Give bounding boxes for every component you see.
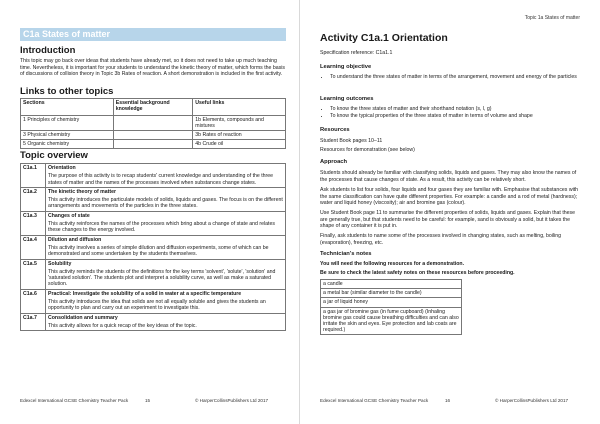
- tech-notes-line: You will need the following resources for a demonstration.: [320, 261, 465, 267]
- links-cell: [113, 131, 193, 140]
- right-page: [300, 0, 600, 424]
- topic-title: Dilution and diffusion: [48, 236, 102, 243]
- topic-banner-title: C1a States of matter: [23, 29, 111, 39]
- resources-line: Resources for demonstration (see below): [320, 147, 415, 153]
- introduction-heading: Introduction: [20, 45, 76, 56]
- approach-paragraph: Finally, ask students to name some of the processes involved in changing states, such as melting, boiling (evaporation), freezing, etc.: [320, 233, 561, 246]
- resource-cell: a gas jar of bromine gas (in fume cupboard) (Inhaling bromine gas could cause breathing difficulties and can also irritate the skin and eyes. Eye protection and lab coats are required.): [321, 307, 462, 335]
- footer-copyright: © HarperCollinsPublishers Ltd 2017: [495, 398, 569, 403]
- table-row: [21, 140, 286, 149]
- topic-cell: [46, 259, 286, 289]
- links-cell: 5 Organic chemistry: [21, 140, 114, 149]
- resource-table: [320, 279, 462, 335]
- topic-cell: [46, 289, 286, 313]
- links-cell: 3b Rates of reaction: [193, 131, 286, 140]
- links-col-header: Useful links: [193, 99, 286, 116]
- topic-title: Orientation: [48, 165, 76, 171]
- topic-description: This activity allows for a quick recap of the key ideas of the topic.: [48, 322, 197, 329]
- topic-description: This activity reminds the students of the definitions for the key terms 'solvent', 'solute', 'solution' and 'saturated solution'. The students plot and interpret a solubility curve, as well as make a saturated solution.: [48, 268, 276, 288]
- objective-heading: Learning objective: [320, 64, 372, 70]
- table-row: [21, 164, 286, 188]
- footer-page-number: 15: [145, 398, 151, 403]
- running-header: Topic 1a States of matter: [524, 15, 580, 21]
- table-row: [21, 187, 286, 211]
- topic-title: The kinetic theory of matter: [48, 188, 117, 195]
- footer-book-title: Edexcel International GCSE Chemistry Teacher Pack: [20, 398, 129, 403]
- outcomes-heading: Learning outcomes: [320, 96, 374, 102]
- topic-code: C1a.2: [21, 187, 46, 211]
- links-cell: [113, 140, 193, 149]
- topic-description: This activity introduces the particulate models of solids, liquids and gases. The focus is on the different arrangements and movements of the particles in the three states.: [48, 197, 283, 210]
- resource-cell: a metal bar (similar diameter to the candle): [321, 289, 462, 298]
- table-row: [21, 116, 286, 131]
- overview-heading: Topic overview: [20, 150, 88, 161]
- objective-list: [320, 74, 582, 81]
- links-cell: 1 Principles of chemistry: [21, 116, 114, 131]
- resources-heading: Resources: [320, 127, 350, 133]
- activity-title: Activity C1a.1 Orientation: [320, 32, 448, 44]
- topic-code: C1a.7: [21, 313, 46, 331]
- table-row: [21, 211, 286, 235]
- links-cell: 1b Elements, compounds and mixtures: [193, 116, 286, 131]
- resources-line: Student Book pages 10–11: [320, 138, 383, 144]
- resource-cell: a candle: [321, 280, 462, 289]
- table-row: [21, 289, 286, 313]
- links-heading: Links to other topics: [20, 86, 114, 97]
- table-row: [21, 235, 286, 259]
- table-row: [321, 280, 462, 289]
- topic-description: This activity introduces the idea that solids are not all equally soluble and gives the students an opportunity to plan and carry out an experiment to investigate this.: [48, 299, 266, 312]
- outcomes-list: [320, 106, 582, 121]
- topic-overview-table: [20, 163, 286, 331]
- tech-notes-line: Be sure to check the latest safety notes on these resources before proceeding.: [320, 270, 515, 276]
- list-item: • To understand the three states of matter in terms of the arrangement, movement and energy of the particles: [330, 74, 582, 80]
- topic-title: Consolidation and summary: [48, 314, 118, 321]
- list-item: • To know the three states of matter and their shorthand notation (s, l, g): [330, 106, 582, 112]
- topic-title: Changes of state: [48, 212, 90, 219]
- links-header-row: [21, 99, 286, 116]
- topic-description: The purpose of this activity is to recap students' current knowledge and understanding of the three states of matter and the names of the processes involved when substances change states.: [48, 173, 274, 186]
- links-cell: [113, 116, 193, 131]
- table-row: [21, 313, 286, 331]
- topic-cell: [46, 313, 286, 331]
- introduction-text: This topic may go back over ideas that students have already met, so it does not need to take up much teaching time. Nevertheless, it is important for your students to understand the kinetic theory of matter, which forms the basis of discussions of collision theory in Topic 3b Rates of reaction. A short demonstration is included in the first activity.: [20, 58, 285, 78]
- footer-page-number: 16: [445, 398, 451, 403]
- topic-code: C1a.5: [21, 259, 46, 289]
- topic-code: C1a.4: [21, 235, 46, 259]
- table-row: [21, 131, 286, 140]
- table-row: [321, 289, 462, 298]
- topic-description: This activity involves a series of simple dilution and diffusion experiments, some of which can be demonstrated and some undertaken by the students themselves.: [48, 244, 269, 258]
- links-col-header: Sections: [21, 99, 114, 116]
- spec-reference: Specification reference: C1a1.1: [320, 50, 393, 56]
- approach-paragraph: Use Student Book page 11 to summarise the different properties of solids, liquids and gases. Explain that these are generally true, but that students need to be careful: for example, sand is obviously a solid, but it takes the shape of any container it is put in.: [320, 210, 576, 230]
- links-col-header: Essential background knowledge: [113, 99, 193, 116]
- topic-cell: [46, 164, 286, 188]
- footer-copyright: © HarperCollinsPublishers Ltd 2017: [195, 398, 269, 403]
- topic-cell: [46, 187, 286, 211]
- topic-banner: [20, 28, 286, 41]
- approach-paragraph: Ask students to list four solids, four liquids and four gases they are familiar with. Emphasise that substances with the same classification can have quite different properties. For example: a candle and a rod of metal (hardness); water and liquid honey (viscosity); air and bromine gas (colour).: [320, 187, 579, 207]
- topic-code: C1a.6: [21, 289, 46, 313]
- topic-cell: [46, 235, 286, 259]
- topic-title: Practical: Investigate the solubility of a solid in water at a specific temperature: [48, 290, 242, 297]
- links-cell: 3 Physical chemistry: [21, 131, 114, 140]
- topic-code: C1a.1: [21, 164, 46, 188]
- links-cell: 4b Crude oil: [193, 140, 286, 149]
- approach-heading: Approach: [320, 159, 348, 165]
- table-row: [21, 259, 286, 289]
- approach-paragraph: Students should already be familiar with classifying solids, liquids and gases. They may also know the names of the processes that cause changes of state. As a result, this activity can be relatively short.: [320, 170, 577, 183]
- tech-notes-heading: Technician's notes: [320, 251, 372, 257]
- footer-book-title: Edexcel International GCSE Chemistry Teacher Pack: [320, 398, 429, 403]
- table-row: [321, 307, 462, 335]
- topic-description: This activity reinforces the names of the processes which bring about a change of state and relates these changes to the energy involved.: [48, 221, 275, 234]
- resource-cell: a jar of liquid honey: [321, 298, 462, 307]
- list-item: • To know the typical properties of the three states of matter in terms of volume and shape: [330, 113, 582, 119]
- table-row: [321, 298, 462, 307]
- topic-cell: [46, 211, 286, 235]
- topic-title: Solubility: [48, 260, 72, 267]
- topic-code: C1a.3: [21, 211, 46, 235]
- links-table: [20, 98, 286, 149]
